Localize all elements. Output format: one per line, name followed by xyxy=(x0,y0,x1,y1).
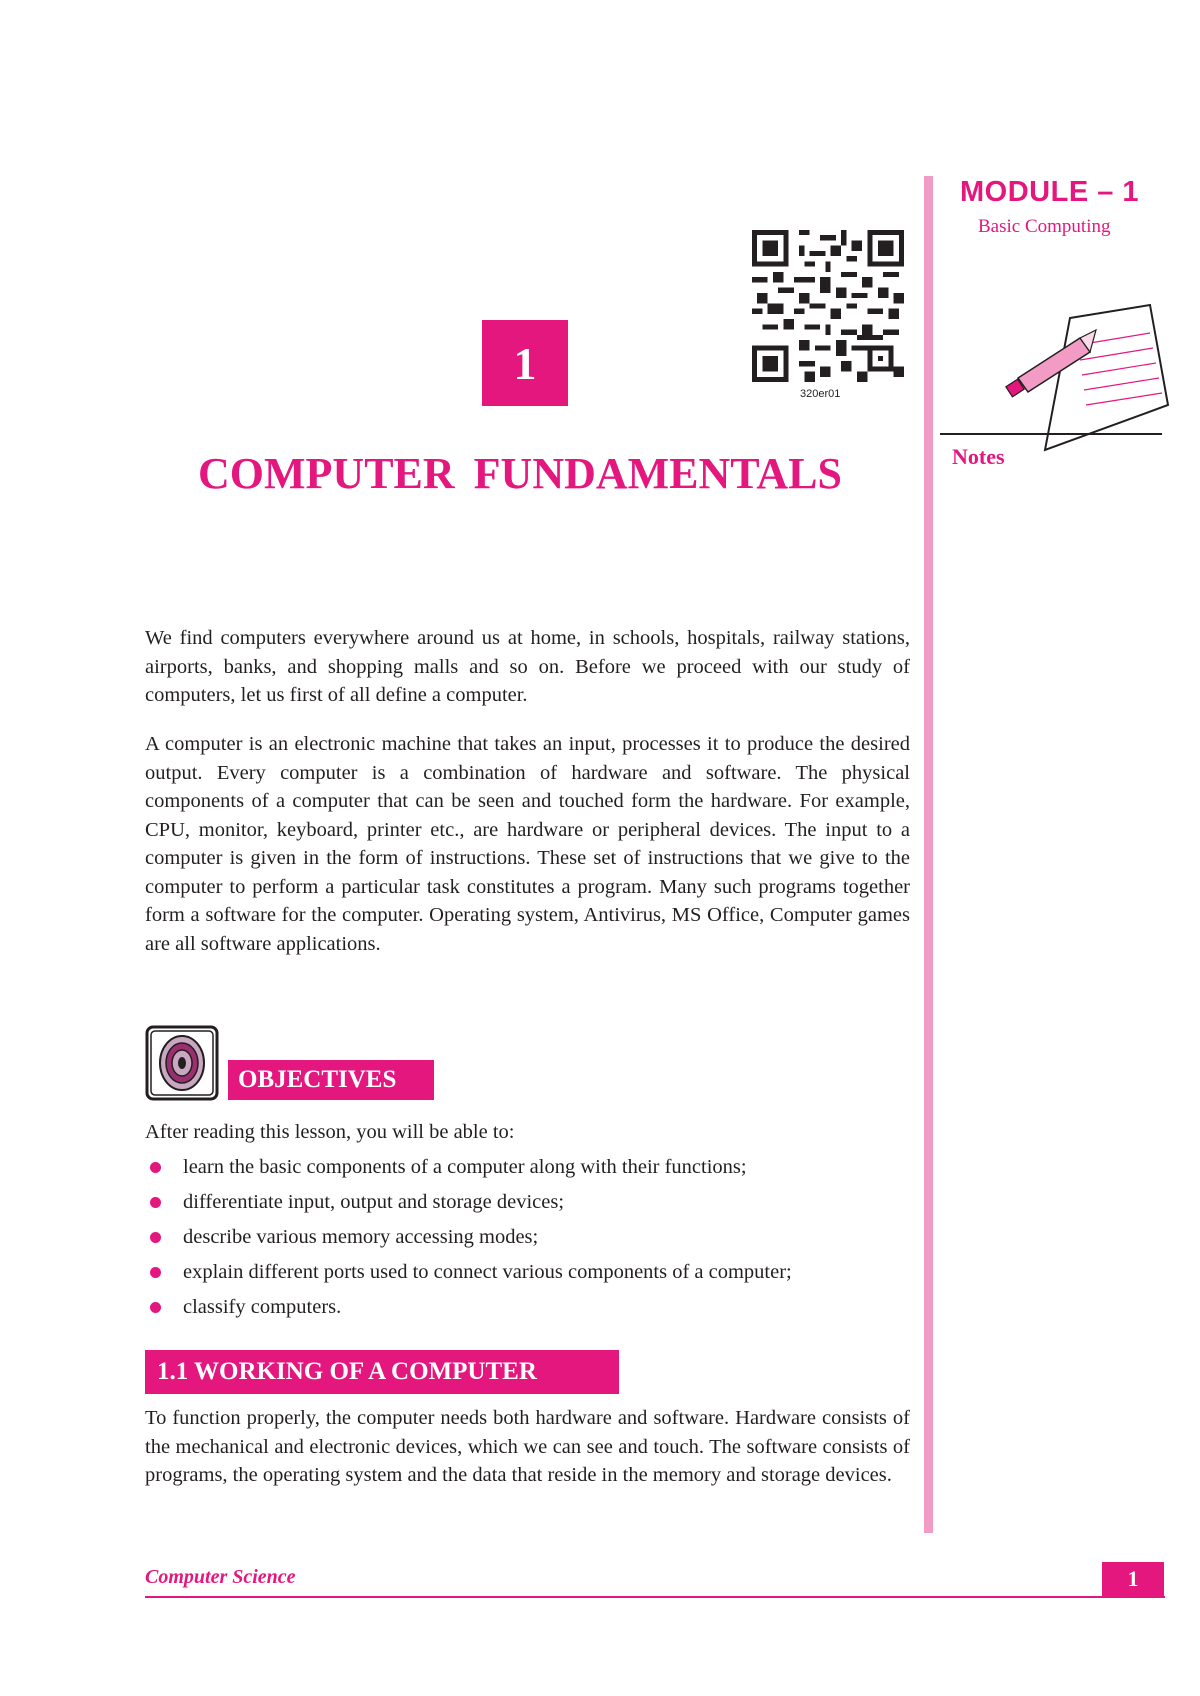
bullet-dot-icon xyxy=(150,1197,161,1208)
intro-paragraph: A computer is an electronic machine that takes an input, processes it to produce the desired output. Every computer is a combination of hardware and software. The physical components of a computer that can be seen and touched form the hardware. For example, CPU, monitor, keyboard, printer etc., are hardware or peripheral devices. The input to a computer is given in the form of instructions. These set of instructions that we give to the computer to perform a particular task constitutes a program. Many such programs together form a software for the computer. Operating system, Antivirus, MS Office, Computer games are all software applications. xyxy=(145,733,910,955)
objectives-heading: OBJECTIVES xyxy=(228,1060,434,1100)
page-number: 1 xyxy=(1102,1562,1164,1596)
qr-caption: 320er01 xyxy=(800,388,841,400)
list-item-text: classify computers. xyxy=(183,1296,342,1318)
notes-divider xyxy=(940,433,1162,435)
module-subtitle: Basic Computing xyxy=(978,216,1111,237)
objectives-lead: After reading this lesson, you will be able to: xyxy=(145,1121,515,1143)
list-item xyxy=(145,1185,915,1220)
section-paragraph: To function properly, the computer needs both hardware and software. Hardware consists of the mechanical and electronic devices, which we can see and touch. The software consists of programs, the operating system and the data that reside in the memory and storage devices. xyxy=(145,1407,910,1486)
notes-label: Notes xyxy=(952,444,1005,469)
list-item-text: explain different ports used to connect various components of a computer; xyxy=(183,1261,792,1283)
list-item xyxy=(145,1220,915,1255)
bullet-dot-icon xyxy=(150,1302,161,1313)
objectives-target-icon xyxy=(145,1025,223,1103)
chapter-number-badge: 1 xyxy=(482,320,568,406)
section-heading: 1.1 WORKING OF A COMPUTER xyxy=(145,1350,619,1394)
notes-pencil-icon xyxy=(1000,300,1170,460)
list-item-text: learn the basic components of a computer along with their functions; xyxy=(183,1156,747,1178)
list-item xyxy=(145,1150,915,1185)
list-item-text: describe various memory accessing modes; xyxy=(183,1226,539,1248)
sidebar-rule xyxy=(924,176,933,1533)
module-title: MODULE – 1 xyxy=(960,176,1140,208)
objectives-list xyxy=(145,1150,915,1325)
chapter-title: COMPUTER FUNDAMENTALS xyxy=(198,449,842,498)
intro-paragraph: We find computers everywhere around us at home, in schools, hospitals, railway stations, airports, banks, and shopping malls and so on. Before we proceed with our study of computers, let us first of all define a computer. xyxy=(145,627,910,706)
list-item xyxy=(145,1290,915,1325)
footer-rule xyxy=(145,1596,1165,1598)
list-item-text: differentiate input, output and storage devices; xyxy=(183,1191,565,1213)
list-item xyxy=(145,1255,915,1290)
qr-code-icon[interactable] xyxy=(752,230,904,382)
bullet-dot-icon xyxy=(150,1232,161,1243)
bullet-dot-icon xyxy=(150,1267,161,1278)
bullet-dot-icon xyxy=(150,1162,161,1173)
footer-book-title: Computer Science xyxy=(145,1566,296,1588)
